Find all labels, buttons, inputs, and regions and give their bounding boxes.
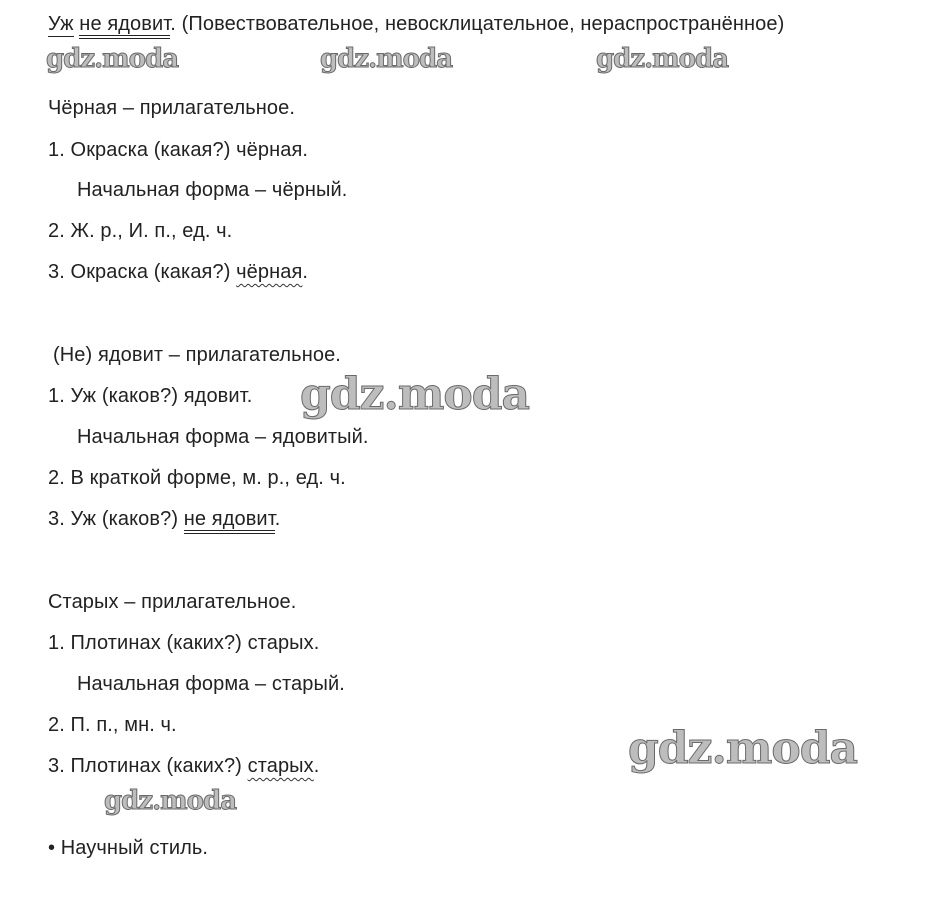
- block2-title: (Не) ядовит – прилагательное.: [53, 344, 341, 366]
- sentence-characteristics: . (Повествовательное, невосклицательное, нераспространённое): [170, 13, 785, 35]
- item3-suffix: .: [313, 755, 320, 777]
- block1-title: Чёрная – прилагательное.: [48, 97, 295, 119]
- watermark-logo: gdz.moda: [46, 44, 179, 74]
- watermark-logo: gdz.moda: [628, 723, 858, 774]
- block3-item1: 1. Плотинах (каких?) старых.: [48, 632, 320, 654]
- item3-prefix: 3. Окраска (какая?): [48, 261, 237, 283]
- block2-item1: 1. Уж (каков?) ядовит.: [48, 385, 253, 407]
- item3-suffix: .: [302, 261, 309, 283]
- block1-item1: 1. Окраска (какая?) чёрная.: [48, 139, 309, 161]
- block3-item3: [48, 754, 319, 778]
- item3-prefix: 3. Плотинах (каких?): [48, 755, 248, 777]
- block3-item2: 2. П. п., мн. ч.: [48, 714, 177, 736]
- block2-item3: [48, 507, 280, 531]
- watermark-logo: gdz.moda: [596, 44, 729, 74]
- item3-underlined-word: старых: [247, 755, 314, 777]
- item3-underlined-word: не ядовит: [184, 508, 275, 534]
- block1-item3: [48, 260, 308, 284]
- block3-initial-form: Начальная форма – старый.: [77, 673, 345, 695]
- sentence-header: [48, 12, 784, 36]
- style-note: • Научный стиль.: [48, 837, 209, 859]
- watermark-logo: gdz.moda: [104, 786, 237, 816]
- watermark-logo: gdz.moda: [300, 369, 530, 420]
- subject-word: Уж: [48, 13, 74, 35]
- block2-initial-form: Начальная форма – ядовитый.: [77, 426, 369, 448]
- block3-title: Старых – прилагательное.: [48, 591, 297, 613]
- block2-item2: 2. В краткой форме, м. р., ед. ч.: [48, 467, 346, 489]
- block1-initial-form: Начальная форма – чёрный.: [77, 179, 348, 201]
- item3-underlined-word: чёрная: [236, 261, 303, 283]
- watermark-logo: gdz.moda: [320, 44, 453, 74]
- block1-item2: 2. Ж. р., И. п., ед. ч.: [48, 220, 233, 242]
- item3-suffix: .: [274, 508, 281, 530]
- predicate-words: не ядовит: [79, 13, 170, 39]
- item3-prefix: 3. Уж (каков?): [48, 508, 184, 530]
